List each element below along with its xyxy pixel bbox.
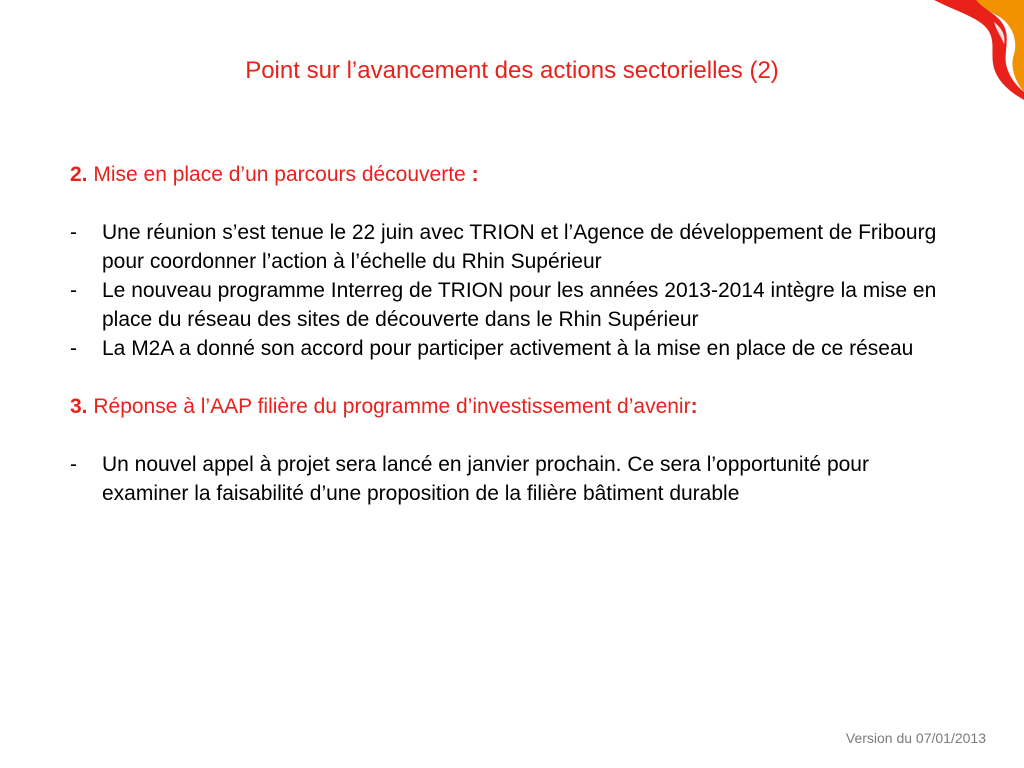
bullet-text: Le nouveau programme Interreg de TRION pour les années 2013-2014 intègre la mise en place du réseau des sites de découverte dans le Rhin Supérieur bbox=[102, 279, 937, 331]
section-heading-text: Mise en place d’un parcours découverte bbox=[87, 163, 472, 186]
section-number: 3. bbox=[70, 395, 88, 418]
bullet-dash: - bbox=[70, 453, 77, 476]
bullet-list-section-2 bbox=[70, 218, 950, 363]
bullet-text: La M2A a donné son accord pour participer activement à la mise en place de ce réseau bbox=[102, 337, 914, 360]
list-item bbox=[70, 334, 950, 363]
bullet-dash: - bbox=[70, 337, 77, 360]
list-item bbox=[70, 450, 950, 508]
section-number: 2. bbox=[70, 163, 88, 186]
slide-content bbox=[70, 160, 950, 508]
bullet-dash: - bbox=[70, 221, 77, 244]
page-title: Point sur l’avancement des actions sectorielles (2) bbox=[245, 57, 779, 84]
bullet-dash: - bbox=[70, 279, 77, 302]
list-item bbox=[70, 218, 950, 276]
section-heading-3 bbox=[70, 392, 950, 421]
bullet-text: Une réunion s’est tenue le 22 juin avec TRION et l’Agence de développement de Fribourg pour coordonner l’action à l’échelle du Rhin Supérieur bbox=[102, 221, 937, 273]
bullet-list-section-3 bbox=[70, 450, 950, 508]
bullet-text: Un nouvel appel à projet sera lancé en janvier prochain. Ce sera l’opportunité pour examiner la faisabilité d’une proposition de la filière bâtiment durable bbox=[102, 453, 869, 505]
version-footer: Version du 07/01/2013 bbox=[845, 730, 986, 746]
section-heading-2 bbox=[70, 160, 950, 189]
list-item bbox=[70, 276, 950, 334]
section-heading-text: Réponse à l’AAP filière du programme d’investissement d’avenir bbox=[87, 395, 691, 418]
section-heading-colon: : bbox=[471, 163, 479, 186]
section-heading-colon: : bbox=[690, 395, 698, 418]
